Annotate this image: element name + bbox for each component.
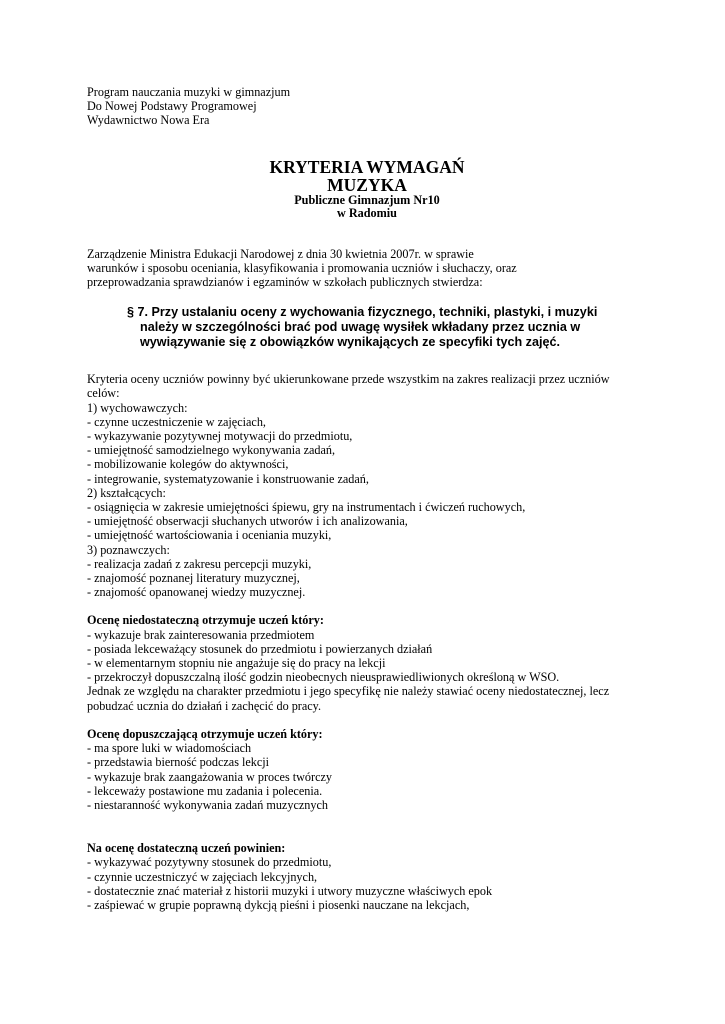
list-item: - dostatecznie znać materiał z historii muzyki i utwory muzyczne właściwych epok (87, 883, 493, 898)
grade-heading: Ocenę niedostateczną otrzymuje uczeń który: (87, 613, 324, 628)
criteria-group-label: 1) wychowawczych: (87, 400, 188, 415)
list-item: - umiejętność wartościowania i oceniania muzyki, (87, 528, 332, 543)
criteria-intro-line: Kryteria oceny uczniów powinny być ukierunkowane przede wszystkim na zakres realizacji przez uczniów (87, 372, 610, 387)
list-item: - wykazywanie pozytywnej motywacji do przedmiotu, (87, 429, 353, 444)
title-line: MUZYKA (327, 174, 407, 195)
regulation-line: należy w szczególności brać pod uwagę wysiłek wkładany przez ucznia w (140, 320, 581, 335)
grade-note-line: pobudzać ucznia do działań i zachęcić do pracy. (87, 698, 322, 713)
list-item: - czynne uczestniczenie w zajęciach, (87, 414, 266, 429)
header-line: Wydawnictwo Nowa Era (87, 113, 210, 128)
grade-insufficient-section (87, 613, 647, 712)
subtitle-line: w Radomiu (337, 206, 397, 221)
subtitle-line: Publiczne Gimnazjum Nr10 (294, 192, 440, 207)
intro-line: przeprowadzania sprawdzianów i egzaminów w szkołach publicznych stwierdza: (87, 275, 483, 290)
list-item: - niestaranność wykonywania zadań muzycznych (87, 797, 328, 812)
list-item: - posiada lekceważący stosunek do przedmiotu i powierzanych działań (87, 641, 433, 656)
header-line: Do Nowej Podstawy Programowej (87, 99, 257, 114)
list-item: - osiągnięcia w zakresie umiejętności śpiewu, gry na instrumentach i ćwiczeń ruchowych, (87, 500, 526, 515)
list-item: - mobilizowanie kolegów do aktywności, (87, 457, 289, 472)
grade-satisfactory-section (87, 841, 647, 912)
document-subtitle (87, 194, 647, 221)
list-item: - umiejętność samodzielnego wykonywania zadań, (87, 443, 336, 458)
list-item: - znajomość poznanej literatury muzycznej, (87, 571, 300, 586)
document-title (87, 158, 647, 194)
list-item: - przedstawia bierność podczas lekcji (87, 755, 270, 770)
criteria-intro-line: celów: (87, 386, 120, 401)
intro-line: Zarządzenie Ministra Edukacji Narodowej z dnia 30 kwietnia 2007r. w sprawie (87, 246, 474, 261)
list-item: - przekroczył dopuszczalną ilość godzin nieobecnych nieusprawiedliwionych określoną w WSO. (87, 670, 560, 685)
grade-heading: Ocenę dopuszczającą otrzymuje uczeń który: (87, 726, 323, 741)
regulation-line: § 7. Przy ustalaniu oceny z wychowania fizycznego, techniki, plastyki, i muzyki (127, 305, 598, 320)
regulation-line: wywiązywanie się z obowiązków wynikających ze specyfiki tych zajęć. (140, 335, 560, 350)
header-line: Program nauczania muzyki w gimnazjum (87, 85, 291, 99)
list-item: - w elementarnym stopniu nie angażuje się do pracy na lekcji (87, 656, 386, 671)
grade-note-line: Jednak ze względu na charakter przedmiotu i jego specyfikę nie należy stawiać oceny niedostatecznej, lecz (87, 684, 610, 699)
list-item: - zaśpiewać w grupie poprawną dykcją pieśni i piosenki nauczane na lekcjach, (87, 897, 470, 912)
list-item: - integrowanie, systematyzowanie i konstruowanie zadań, (87, 471, 369, 486)
intro-paragraph (87, 247, 647, 290)
list-item: - wykazuje brak zainteresowania przedmiotem (87, 627, 315, 642)
criteria-group-label: 3) poznawczych: (87, 542, 170, 557)
grade-heading: Na ocenę dostateczną uczeń powinien: (87, 841, 286, 856)
list-item: - wykazywać pozytywny stosunek do przedmiotu, (87, 855, 332, 870)
list-item: - umiejętność obserwacji słuchanych utworów i ich analizowania, (87, 514, 408, 529)
list-item: - czynnie uczestniczyć w zajęciach lekcyjnych, (87, 869, 318, 884)
list-item: - lekceważy postawione mu zadania i polecenia. (87, 783, 323, 798)
list-item: - ma spore luki w wiadomościach (87, 741, 252, 756)
criteria-section (87, 372, 647, 599)
criteria-group-label: 2) kształcących: (87, 485, 166, 500)
document-header (87, 85, 647, 128)
grade-sufficient-section (87, 727, 647, 812)
document-page (87, 85, 647, 912)
intro-line: warunków i sposobu oceniania, klasyfikowania i promowania uczniów i słuchaczy, oraz (87, 260, 517, 275)
list-item: - realizacja zadań z zakresu percepcji muzyki, (87, 556, 312, 571)
list-item: - wykazuje brak zaangażowania w proces twórczy (87, 769, 332, 784)
title-line: KRYTERIA WYMAGAŃ (269, 156, 465, 177)
regulation-paragraph-7 (87, 305, 597, 350)
list-item: - znajomość opanowanej wiedzy muzycznej. (87, 585, 306, 600)
